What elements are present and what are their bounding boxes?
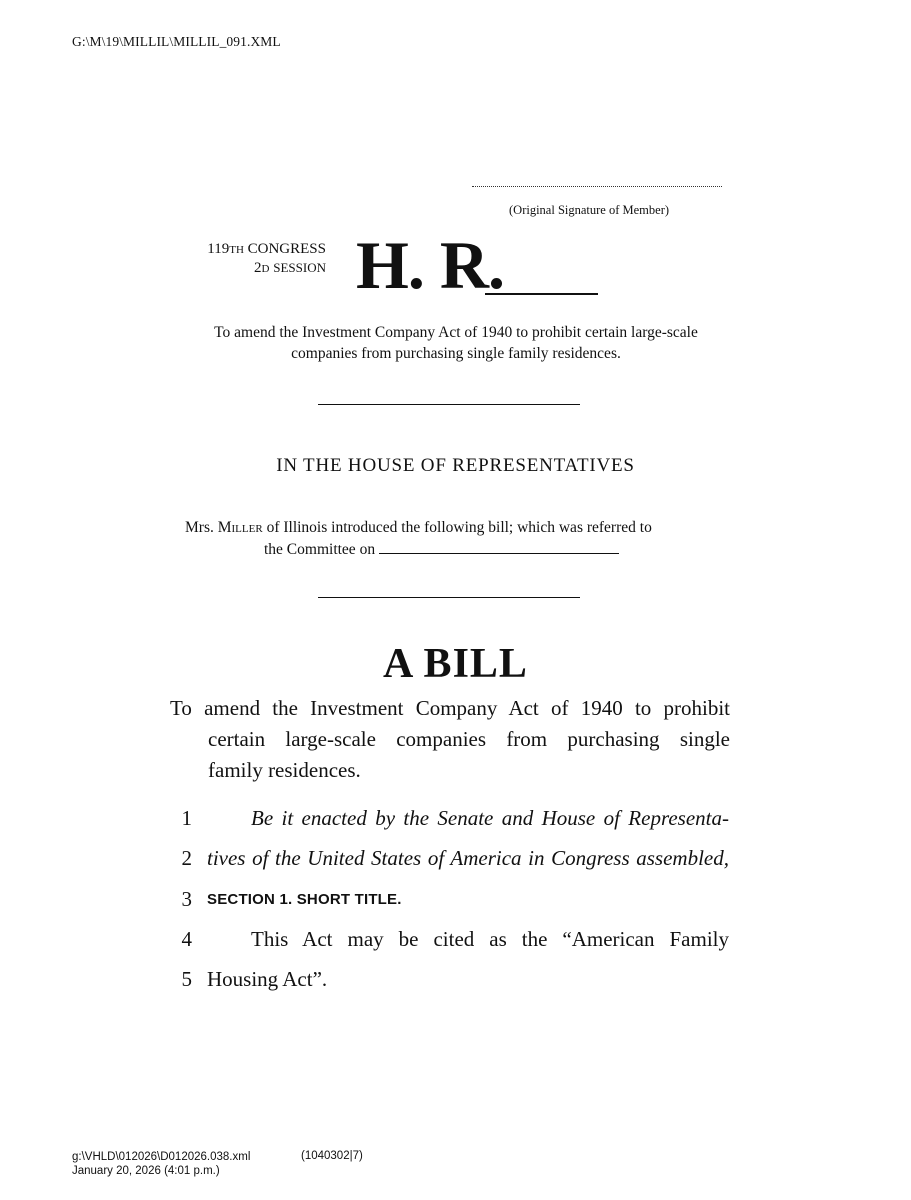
divider-rule	[318, 404, 580, 405]
signature-line	[472, 180, 722, 187]
enacting-clause-line: Be it enacted by the Senate and House of Representa-	[251, 806, 729, 830]
footer-xml-path: g:\VHLD\012026\D012026.038.xml	[72, 1151, 251, 1163]
congress-line: 119TH CONGRESS	[207, 241, 326, 257]
section-text-line: Housing Act”.	[207, 967, 328, 991]
sponsor-prefix: Mrs.	[185, 519, 214, 536]
enacting-clause-line: tives of the United States of America in Congress assembled,	[207, 846, 729, 870]
line-number: 4	[181, 927, 192, 951]
line-number: 3	[181, 887, 192, 911]
committee-blank	[379, 539, 619, 554]
long-title	[170, 693, 730, 786]
section-text-line: This Act may be cited as the “American Family	[251, 927, 729, 951]
footer-code: (1040302|7)	[301, 1150, 363, 1162]
footer-file-info	[72, 1150, 250, 1178]
section-heading: SECTION 1. SHORT TITLE.	[207, 891, 402, 908]
signature-caption: (Original Signature of Member)	[509, 203, 670, 217]
short-description: To amend the Investment Company Act of 1940 to prohibit certain large-scale companies from purchasing single family residences.	[214, 324, 698, 362]
sponsor-name: Miller	[217, 519, 263, 536]
line-number: 2	[181, 846, 192, 870]
sponsor-text: of Illinois introduced the following bill; which was referred to	[266, 519, 652, 536]
chamber-heading: IN THE HOUSE OF REPRESENTATIVES	[276, 455, 635, 476]
document-file-path: G:\M\19\MILLIL\MILLIL_091.XML	[72, 34, 281, 49]
long-title-line: family residences.	[208, 758, 361, 782]
bill-number-blank	[485, 293, 598, 295]
sponsor-statement	[185, 517, 725, 561]
committee-line: the Committee on	[185, 539, 725, 561]
bill-heading: A BILL	[383, 641, 528, 687]
bill-designation: H. R.	[356, 227, 504, 303]
session-line: 2D SESSION	[254, 260, 326, 276]
line-number: 5	[181, 967, 192, 991]
divider-rule	[318, 597, 580, 598]
footer-timestamp: January 20, 2026 (4:01 p.m.)	[72, 1165, 220, 1177]
long-title-line: To amend the Investment Company Act of 1940 to prohibit	[170, 696, 730, 720]
line-number: 1	[181, 806, 192, 830]
long-title-line: certain large-scale companies from purchasing single	[208, 727, 730, 751]
congress-session-block	[168, 240, 326, 278]
